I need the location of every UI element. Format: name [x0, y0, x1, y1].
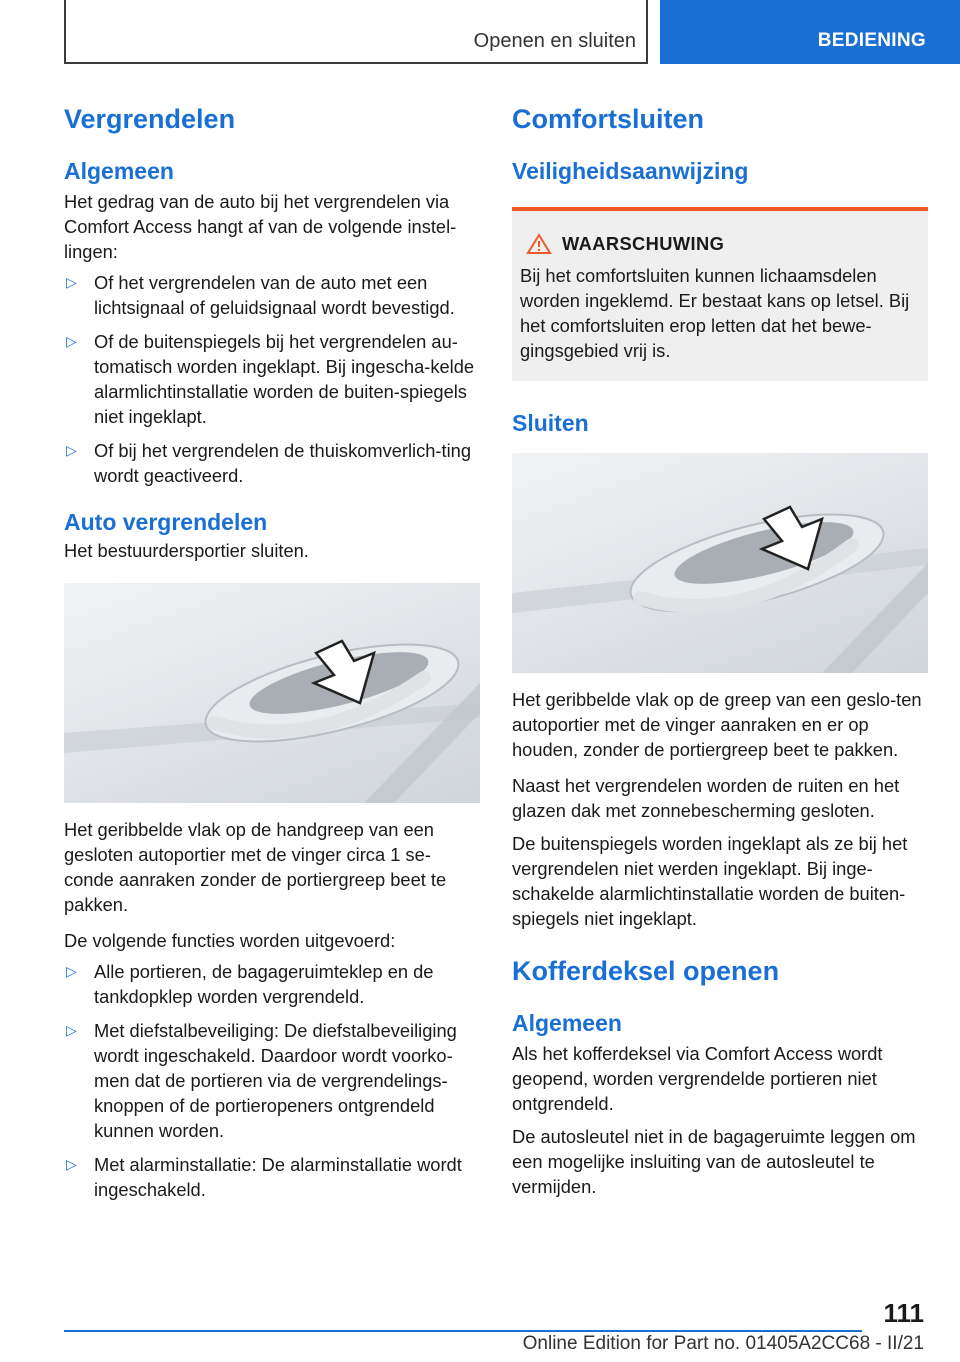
left-column: [64, 96, 480, 1202]
paragraph-figure-desc: Het geribbelde vlak op de handgreep van een gesloten autoportier met de vinger circa 1 se-conde aanraken zonder de portiergreep beet te pakken.: [64, 819, 447, 915]
header-title-box: [64, 0, 648, 64]
heading-vergrendelen: Vergrendelen: [64, 104, 236, 134]
warning-box: [512, 207, 928, 381]
bullet-list-functions: [64, 959, 480, 1202]
list-item: ▷ Met diefstalbeveiliging: De diefstalbeveiliging wordt ingeschakeld. Daardoor wordt voorko-men dat de portieren via de vergrendelings-knoppen of de portieropeners ontgrendeld kunnen worden.: [66, 1020, 457, 1141]
warning-text: Bij het comfortsluiten kunnen lichaamsdelen worden ingeklemd. Er bestaat kans op letsel. Bij het comfortsluiten erop letten dat het bewe-gingsgebied vrij is.: [520, 265, 910, 361]
right-column: [512, 96, 928, 1199]
warning-header: [526, 233, 920, 255]
triangle-right-icon: ▷: [66, 333, 77, 349]
list-item: ▷ Of bij het vergrendelen de thuiskomverlich-ting wordt geactiveerd.: [66, 440, 471, 486]
heading-veiligheid: Veiligheidsaanwijzing: [512, 158, 749, 184]
list-item: ▷ Met alarminstallatie: De alarminstallatie wordt ingeschakeld.: [66, 1154, 462, 1200]
list-item: ▷ Of de buitenspiegels bij het vergrendelen au-tomatisch worden ingeklapt. Bij ingescha-kelde alarmlichtinstallatie worden de buiten-spiegels niet ingeklapt.: [66, 331, 475, 427]
door-handle-illustration: [64, 583, 480, 803]
list-item: ▷ Alle portieren, de bagageruimteklep en de tankdopklep worden vergrendeld.: [66, 961, 434, 1007]
paragraph-algemeen: Het gedrag van de auto bij het vergrendelen via Comfort Access hangt af van de volgende instel-lingen:: [64, 191, 457, 262]
door-handle-image: [512, 453, 928, 673]
paragraph-autosleutel: De autosleutel niet in de bagageruimte leggen om een mogelijke insluiting van de autosleutel te vermijden.: [512, 1126, 916, 1197]
footer-edition: Online Edition for Part no. 01405A2CC68 - II/21: [522, 1333, 924, 1354]
triangle-right-icon: ▷: [66, 963, 77, 979]
triangle-right-icon: ▷: [66, 274, 77, 290]
paragraph-kofferdeksel: Als het kofferdeksel via Comfort Access wordt geopend, worden vergrendelde portieren niet ontgrendeld.: [512, 1043, 883, 1114]
paragraph-figure-desc: Het geribbelde vlak op de greep van een geslo-ten autoportier met de vinger aanraken en er op houden, zonder de portiergreep beet te pakken.: [512, 689, 922, 760]
door-handle-image: [64, 583, 480, 803]
warning-label: WAARSCHUWING: [562, 233, 725, 254]
warning-triangle-icon: [526, 233, 552, 255]
paragraph-buitenspiegels: De buitenspiegels worden ingeklapt als ze bij het vergrendelen niet werden ingeklapt. Bij inge-schakelde alarmlichtinstallatie worden de buiten-spiegels niet ingeklapt.: [512, 833, 908, 929]
heading-auto-vergrendelen: Auto vergrendelen: [64, 509, 268, 535]
paragraph-naast: Naast het vergrendelen worden de ruiten en het glazen dak met zonnebescherming gesloten.: [512, 775, 900, 821]
page-number: 111: [883, 1298, 924, 1328]
triangle-right-icon: ▷: [66, 1156, 77, 1172]
heading-kofferdeksel: Kofferdeksel openen: [512, 956, 780, 986]
list-item: ▷ Of het vergrendelen van de auto met een lichtsignaal of geluidsignaal wordt bevestigd.: [66, 272, 455, 318]
door-handle-illustration-2: [512, 453, 928, 673]
heading-algemeen: Algemeen: [512, 1010, 622, 1036]
paragraph-auto: Het bestuurdersportier sluiten.: [64, 540, 309, 561]
triangle-right-icon: ▷: [66, 1022, 77, 1038]
heading-sluiten: Sluiten: [512, 410, 589, 436]
footer-divider: [64, 1330, 862, 1332]
chapter-title: Openen en sluiten: [473, 30, 636, 52]
heading-algemeen: Algemeen: [64, 158, 174, 184]
section-label: BEDIENING: [817, 30, 926, 51]
triangle-right-icon: ▷: [66, 442, 77, 458]
bullet-list-settings: [64, 270, 480, 488]
paragraph-functies: De volgende functies worden uitgevoerd:: [64, 930, 396, 951]
section-tab: [660, 0, 960, 64]
heading-comfortsluiten: Comfortsluiten: [512, 104, 704, 134]
